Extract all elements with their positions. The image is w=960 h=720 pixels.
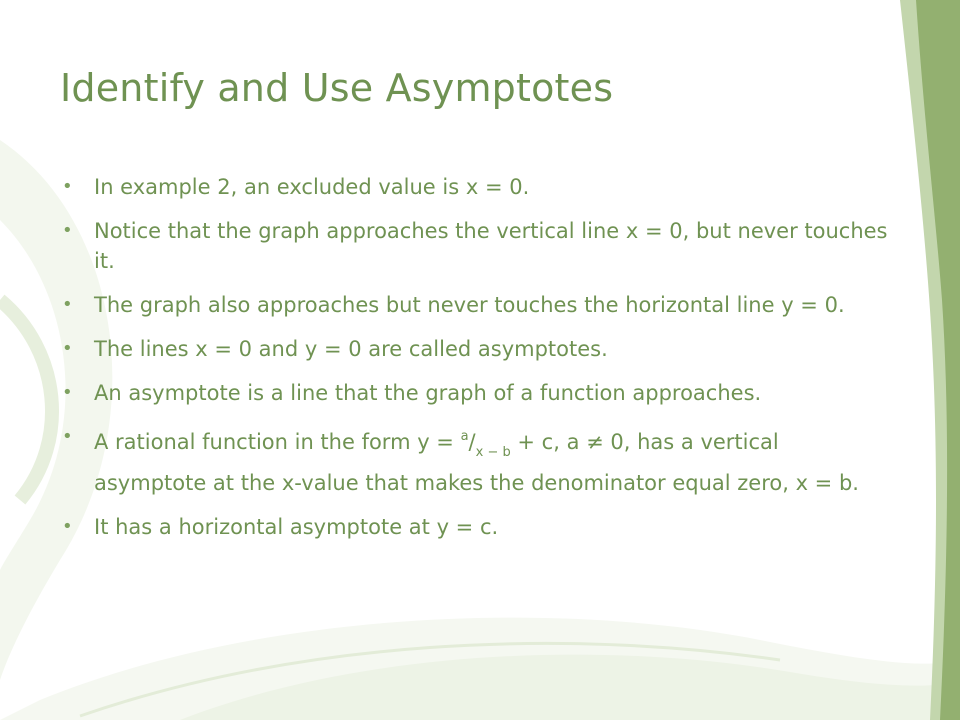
bullet-marker: •: [62, 516, 73, 537]
bullet-item: [62, 334, 892, 364]
bullet-text: In example 2, an excluded value is x = 0.: [94, 175, 530, 199]
bullet-marker: •: [62, 338, 73, 359]
bullet-marker: •: [62, 382, 73, 403]
bullet-text: An asymptote is a line that the graph of a function approaches.: [94, 381, 762, 405]
bullet-marker: •: [62, 294, 73, 315]
slide-title: Identify and Use Asymptotes: [60, 66, 614, 110]
fraction-denominator: x − b: [475, 445, 511, 460]
bullet-marker: •: [62, 220, 73, 241]
bullet-marker: •: [62, 176, 73, 197]
bullet-item-rational-function: [62, 422, 892, 498]
bullet-text-after: + c, a ≠ 0, has a vertical asymptote at the x-value that makes the denominator equal zero, x = b.: [94, 430, 859, 495]
bullet-text: The lines x = 0 and y = 0 are called asymptotes.: [94, 337, 608, 361]
bullet-marker: •: [62, 426, 73, 447]
bullet-item: [62, 378, 892, 408]
bullet-text: Notice that the graph approaches the vertical line x = 0, but never touches it.: [94, 219, 888, 273]
bullet-item: [62, 216, 892, 276]
fraction-slash: /: [468, 430, 476, 454]
bullet-text-before: A rational function in the form y =: [94, 430, 461, 454]
bullet-item: [62, 512, 892, 542]
fraction-numerator: a: [460, 429, 469, 444]
bullet-item: [62, 290, 892, 320]
bullet-list: [62, 172, 892, 556]
bullet-text: It has a horizontal asymptote at y = c.: [94, 515, 499, 539]
bullet-item: [62, 172, 892, 202]
bullet-text: The graph also approaches but never touches the horizontal line y = 0.: [94, 293, 845, 317]
